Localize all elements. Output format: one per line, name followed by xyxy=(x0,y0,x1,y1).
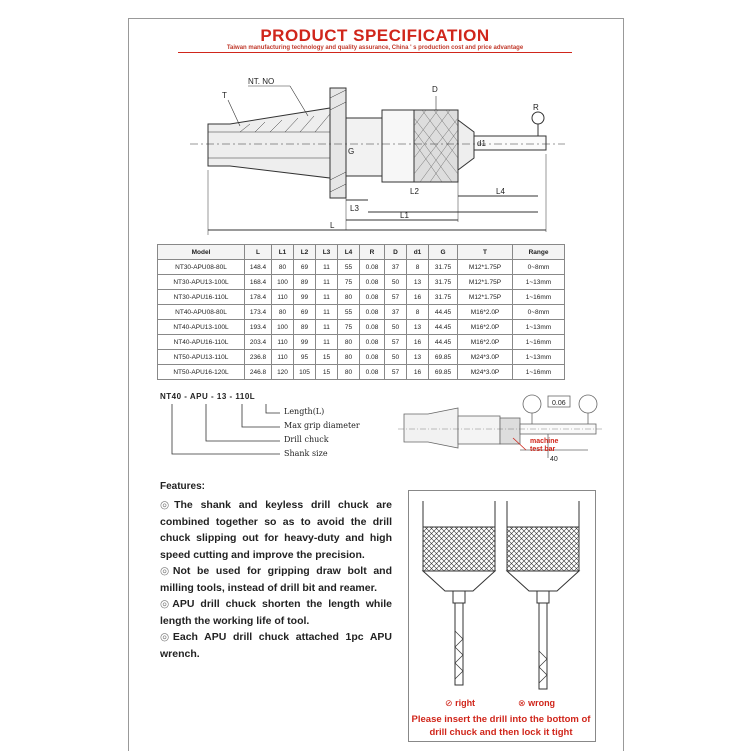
table-cell: 37 xyxy=(385,305,407,320)
table-cell: 0.08 xyxy=(360,365,385,380)
table-cell: 11 xyxy=(316,305,338,320)
bullet-icon: ◎ xyxy=(160,598,173,610)
table-cell: 80 xyxy=(272,305,294,320)
table-cell: 8 xyxy=(407,260,429,275)
table-cell: 69 xyxy=(294,260,316,275)
table-cell: NT50-APU16-120L xyxy=(158,365,245,380)
feature-item xyxy=(160,596,392,629)
chuck-body xyxy=(382,110,414,182)
machine-label: machine xyxy=(530,438,559,445)
table-cell: 75 xyxy=(338,275,360,290)
bullet-icon: ◎ xyxy=(160,499,175,511)
table-cell: 100 xyxy=(272,320,294,335)
code-shank-label: Shank size xyxy=(284,449,328,458)
label-l4: L4 xyxy=(496,187,505,196)
col-d1: d1 xyxy=(407,245,429,260)
table-cell: 69 xyxy=(294,305,316,320)
table-cell: 0.08 xyxy=(360,275,385,290)
table-cell: 11 xyxy=(316,335,338,350)
table-header-row xyxy=(158,245,565,260)
feature-item xyxy=(160,629,392,662)
table-cell: 80 xyxy=(338,350,360,365)
table-row xyxy=(158,305,565,320)
table-cell: 95 xyxy=(294,350,316,365)
spec-table xyxy=(157,244,565,380)
table-cell: 55 xyxy=(338,260,360,275)
code-grip-label: Max grip diameter xyxy=(284,421,360,430)
table-row xyxy=(158,365,565,380)
col-r: R xyxy=(360,245,385,260)
label-nt: NT. NO xyxy=(248,77,275,86)
table-cell: 1~16mm xyxy=(513,290,565,305)
table-cell: 1~16mm xyxy=(513,365,565,380)
table-cell: 11 xyxy=(316,260,338,275)
table-row xyxy=(158,290,565,305)
col-l4: L4 xyxy=(338,245,360,260)
runout-test-sketch xyxy=(398,388,608,468)
table-cell: 99 xyxy=(294,335,316,350)
table-cell: 44.45 xyxy=(429,335,458,350)
right-text: right xyxy=(455,698,476,708)
table-cell: NT30-APU16-110L xyxy=(158,290,245,305)
feature-text: APU drill chuck shorten the length while length the working life of tool. xyxy=(160,598,392,627)
col-l3: L3 xyxy=(316,245,338,260)
table-cell: 13 xyxy=(407,275,429,290)
table-cell: 44.45 xyxy=(429,305,458,320)
table-cell: M12*1.75P xyxy=(458,275,513,290)
table-cell: 57 xyxy=(385,290,407,305)
table-cell: 0~8mm xyxy=(513,305,565,320)
table-cell: 1~13mm xyxy=(513,320,565,335)
col-l: L xyxy=(245,245,272,260)
table-cell: 0.08 xyxy=(360,290,385,305)
table-cell: 105 xyxy=(294,365,316,380)
table-row xyxy=(158,320,565,335)
table-cell: 80 xyxy=(338,335,360,350)
table-cell: 11 xyxy=(316,320,338,335)
label-l1: L1 xyxy=(400,211,409,220)
table-cell: 8 xyxy=(407,305,429,320)
table-cell: 173.4 xyxy=(245,305,272,320)
label-l3: L3 xyxy=(350,204,359,213)
table-cell: 50 xyxy=(385,350,407,365)
table-cell: 31.75 xyxy=(429,290,458,305)
tool-holder-drawing xyxy=(190,70,570,238)
table-cell: 120 xyxy=(272,365,294,380)
feature-text: Each APU drill chuck attached 1pc APU wrench. xyxy=(160,631,392,660)
code-leader-lines xyxy=(160,392,400,462)
table-cell: 110 xyxy=(272,290,294,305)
table-cell: 1~13mm xyxy=(513,275,565,290)
table-cell: M16*2.0P xyxy=(458,335,513,350)
bullet-icon: ◎ xyxy=(160,631,173,643)
usage-caption: Please insert the drill into the bottom of drill chuck and then lock it tight xyxy=(411,714,591,738)
features-title: Features: xyxy=(160,481,206,492)
label-t: T xyxy=(222,91,227,100)
col-d: D xyxy=(385,245,407,260)
table-cell: 193.4 xyxy=(245,320,272,335)
table-cell: 168.4 xyxy=(245,275,272,290)
gauge-value: 0.06 xyxy=(552,400,566,407)
table-cell: 0.08 xyxy=(360,260,385,275)
table-cell: 0.08 xyxy=(360,335,385,350)
col-model: Model xyxy=(158,245,245,260)
table-cell: 0.08 xyxy=(360,350,385,365)
table-cell: NT40-APU08-80L xyxy=(158,305,245,320)
table-cell: 99 xyxy=(294,290,316,305)
table-row xyxy=(158,275,565,290)
table-cell: 16 xyxy=(407,365,429,380)
table-cell: 55 xyxy=(338,305,360,320)
table-cell: 57 xyxy=(385,365,407,380)
table-cell: 75 xyxy=(338,320,360,335)
table-cell: NT50-APU13-110L xyxy=(158,350,245,365)
features-list xyxy=(160,497,392,662)
table-cell: 16 xyxy=(407,290,429,305)
table-cell: 0~8mm xyxy=(513,260,565,275)
check-circle-icon: ⊘ xyxy=(445,698,453,708)
right-usage-label xyxy=(445,698,475,709)
table-cell: M24*3.0P xyxy=(458,365,513,380)
table-cell: M24*3.0P xyxy=(458,350,513,365)
table-cell: 0.08 xyxy=(360,320,385,335)
table-row xyxy=(158,260,565,275)
model-code-example: NT40 - APU - 13 - 110L xyxy=(160,392,256,401)
table-cell: 31.75 xyxy=(429,275,458,290)
label-l: L xyxy=(330,221,335,230)
table-cell: 80 xyxy=(272,260,294,275)
table-cell: 57 xyxy=(385,335,407,350)
testbar-dim: 40 xyxy=(550,456,558,463)
table-cell: M16*2.0P xyxy=(458,305,513,320)
label-d1: d1 xyxy=(477,139,486,148)
chuck-usage-panel xyxy=(408,490,596,742)
table-cell: 1~16mm xyxy=(513,335,565,350)
table-cell: 16 xyxy=(407,335,429,350)
table-cell: M12*1.75P xyxy=(458,260,513,275)
table-cell: 89 xyxy=(294,275,316,290)
table-cell: 15 xyxy=(316,365,338,380)
label-g: G xyxy=(348,147,355,156)
table-cell: 11 xyxy=(316,275,338,290)
label-l2: L2 xyxy=(410,187,419,196)
cross-circle-icon: ⊗ xyxy=(518,698,526,708)
col-t: T xyxy=(458,245,513,260)
table-cell: M16*2.0P xyxy=(458,320,513,335)
table-cell: 13 xyxy=(407,320,429,335)
feature-item xyxy=(160,497,392,563)
table-cell: 69.85 xyxy=(429,365,458,380)
table-cell: 44.45 xyxy=(429,320,458,335)
table-cell: 110 xyxy=(272,335,294,350)
page-subtitle: Taiwan manufacturing technology and quality assurance, China ' s production cost and price advantage xyxy=(226,45,524,51)
table-cell: 110 xyxy=(272,350,294,365)
table-cell: 203.4 xyxy=(245,335,272,350)
table-cell: 148.4 xyxy=(245,260,272,275)
table-cell: NT40-APU16-110L xyxy=(158,335,245,350)
feature-text: Not be used for gripping draw bolt and milling tools, instead of drill bit and reamer. xyxy=(160,565,392,594)
code-length-label: Length(L) xyxy=(284,407,325,416)
table-cell: 0.08 xyxy=(360,305,385,320)
label-d: D xyxy=(432,85,438,94)
col-l2: L2 xyxy=(294,245,316,260)
flange xyxy=(330,88,346,198)
table-cell: 69.85 xyxy=(429,350,458,365)
wrong-usage-label xyxy=(518,698,555,709)
table-cell: 1~13mm xyxy=(513,350,565,365)
table-cell: 89 xyxy=(294,320,316,335)
table-cell: 80 xyxy=(338,365,360,380)
code-chuck-label: Drill chuck xyxy=(284,435,329,444)
table-cell: 246.8 xyxy=(245,365,272,380)
feature-item xyxy=(160,563,392,596)
label-r: R xyxy=(533,103,539,112)
table-cell: 100 xyxy=(272,275,294,290)
table-cell: 50 xyxy=(385,320,407,335)
table-cell: 15 xyxy=(316,350,338,365)
table-cell: 50 xyxy=(385,275,407,290)
table-cell: 13 xyxy=(407,350,429,365)
col-range: Range xyxy=(513,245,565,260)
table-cell: 80 xyxy=(338,290,360,305)
testbar-label: test bar xyxy=(530,446,556,453)
table-cell: M12*1.75P xyxy=(458,290,513,305)
chuck-illustration xyxy=(409,491,595,701)
table-cell: NT30-APU08-80L xyxy=(158,260,245,275)
table-cell: 11 xyxy=(316,290,338,305)
table-row xyxy=(158,335,565,350)
feature-text: The shank and keyless drill chuck are combined together so as to avoid the drill chuck slipping out for heavy-duty and high speed cutting and improve the precision. xyxy=(160,499,392,561)
table-cell: NT40-APU13-100L xyxy=(158,320,245,335)
col-l1: L1 xyxy=(272,245,294,260)
table-row xyxy=(158,350,565,365)
table-body xyxy=(158,260,565,380)
table-cell: NT30-APU13-100L xyxy=(158,275,245,290)
col-g: G xyxy=(429,245,458,260)
page-title: PRODUCT SPECIFICATION xyxy=(260,26,490,45)
table-cell: 236.8 xyxy=(245,350,272,365)
table-cell: 31.75 xyxy=(429,260,458,275)
wrong-text: wrong xyxy=(528,698,556,708)
title-divider xyxy=(178,52,572,53)
table-cell: 178.4 xyxy=(245,290,272,305)
table-cell: 37 xyxy=(385,260,407,275)
bullet-icon: ◎ xyxy=(160,565,173,577)
